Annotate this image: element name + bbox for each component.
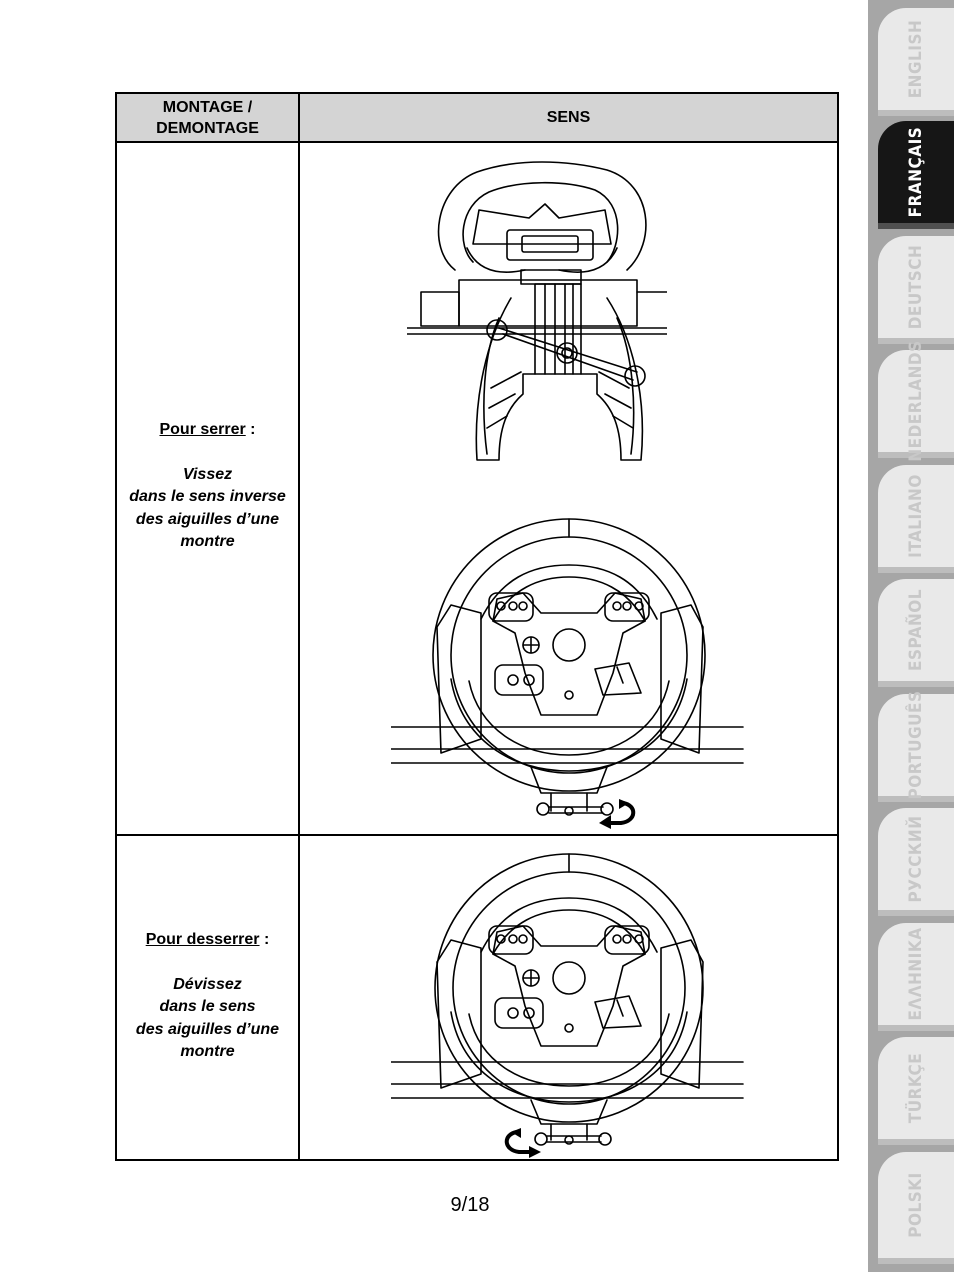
tab-nederlands-label: NEDERLANDS (906, 340, 926, 462)
loosen-label-colon: : (259, 931, 270, 948)
tab-greek-label: ΕΛΛΗΝΙΚΑ (906, 927, 926, 1021)
loosen-line-4: montre (180, 1043, 235, 1060)
header-montage-text: MONTAGE / DEMONTAGE (156, 98, 259, 137)
tab-deutsch[interactable] (878, 236, 954, 344)
loosen-line-3: des aiguilles d’une (135, 1020, 280, 1038)
tab-portugues-label: PORTUGUÊS (906, 690, 926, 800)
tab-francais[interactable] (878, 121, 954, 229)
tab-turkce[interactable] (878, 1037, 954, 1145)
tab-turkce-label: TÜRKÇE (906, 1052, 926, 1124)
wheel-front-view-tighten-illustration (391, 509, 751, 831)
tighten-line-2: dans le sens inverse (129, 488, 286, 505)
wheel-front-view-loosen-illustration (391, 844, 751, 1156)
tighten-line-1: Vissez (182, 465, 233, 483)
tighten-line-3: des aiguilles d’une (135, 510, 280, 528)
tab-english-label: ENGLISH (906, 19, 926, 99)
page-number: 9/18 (450, 1194, 490, 1216)
tab-portugues[interactable] (878, 690, 954, 802)
tab-english[interactable] (878, 8, 954, 116)
tighten-label (117, 419, 298, 442)
tab-nederlands[interactable] (878, 340, 954, 462)
tighten-label-colon: : (245, 421, 256, 438)
tab-polski[interactable] (878, 1152, 954, 1264)
tab-polski-label: POLSKI (906, 1172, 926, 1238)
tab-deutsch-label: DEUTSCH (906, 244, 926, 330)
header-montage (117, 94, 300, 141)
loosen-label-text: Pour desserrer (145, 931, 260, 948)
tab-russian[interactable] (878, 808, 954, 916)
loosen-instructions (117, 929, 298, 1064)
rotate-arrow-icon (589, 797, 643, 831)
rotate-arrow-icon-loosen (497, 1126, 551, 1160)
column-divider (298, 141, 300, 1161)
table-header (117, 94, 837, 143)
tab-francais-label: FRANÇAIS (906, 126, 926, 218)
tab-russian-label: РУССКИЙ (906, 815, 926, 903)
language-tab-strip (868, 0, 954, 1272)
tighten-line-4: montre (180, 533, 235, 550)
loosen-line-2: dans le sens (159, 998, 256, 1015)
tab-espanol[interactable] (878, 579, 954, 687)
wheel-clamp-top-view-illustration (407, 158, 667, 470)
instruction-table (115, 92, 839, 1161)
tab-greek[interactable] (878, 923, 954, 1031)
loosen-line-1: Dévissez (173, 975, 242, 993)
tighten-label-text: Pour serrer (159, 421, 246, 438)
tab-italiano[interactable] (878, 465, 954, 573)
loosen-label (117, 929, 298, 952)
header-sens: SENS (546, 108, 591, 126)
tab-espanol-label: ESPAÑOL (906, 589, 926, 671)
tab-italiano-label: ITALIANO (906, 474, 926, 558)
row-divider (117, 834, 837, 836)
tighten-instructions (117, 419, 298, 554)
